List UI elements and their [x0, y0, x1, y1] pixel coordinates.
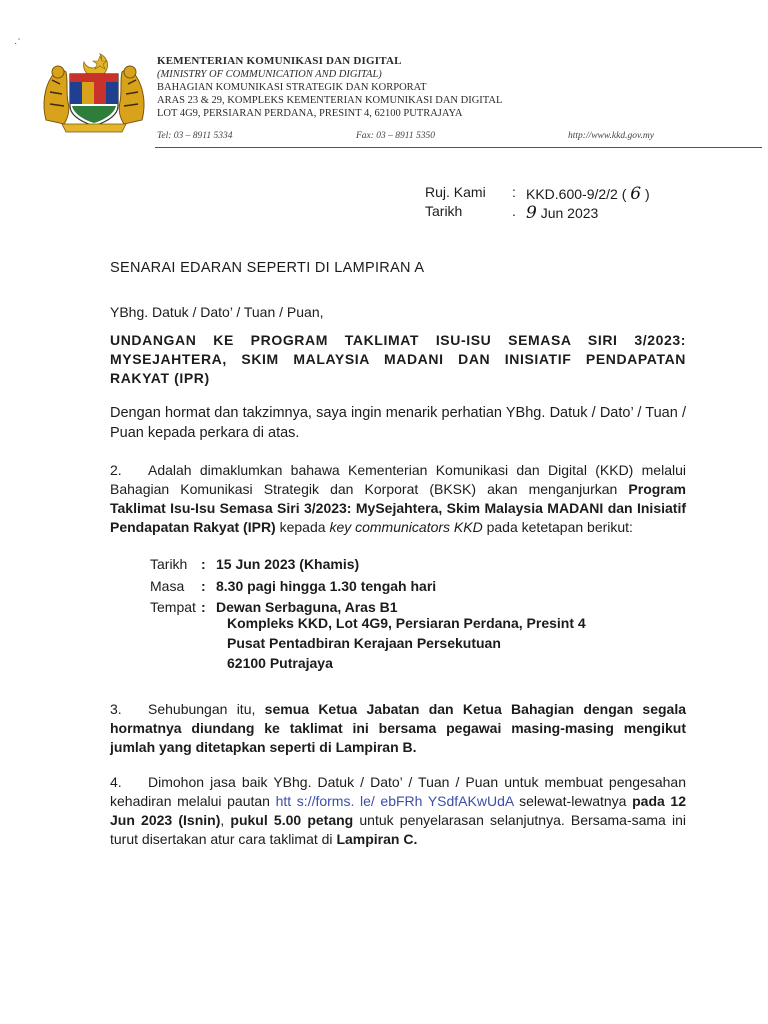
program-name: Program Taklimat Isu-Isu Semasa Siri 3/2023: MySejahtera, Skim Malaysia MADANI dan Inisiatif Pendapatan Rakyat (IPR): [110, 481, 686, 535]
ref-number-text: KKD.600-9/2/2 (: [526, 186, 627, 202]
rsvp-form-link[interactable]: htt s://forms. le/ ebFRh YSdfAKwUdA: [275, 793, 514, 809]
paragraph-text: Sehubungan itu,: [148, 701, 265, 717]
schedule-time-label: Masa: [150, 578, 185, 594]
schedule-colon: :: [201, 599, 206, 615]
ref-number: [526, 184, 650, 204]
address-line-1: ARAS 23 & 29, KOMPLEKS KEMENTERIAN KOMUNIKASI DAN DIGITAL: [157, 95, 503, 106]
letterhead-divider: [155, 147, 762, 148]
paragraph-number: 3.: [110, 701, 122, 717]
schedule-venue-label: Tempat: [150, 599, 196, 615]
paragraph-text: Adalah dimaklumkan bahawa Kementerian Komunikasi dan Digital (KKD) melalui Bahagian Komunikasi Strategik dan Korporat (BKSK) akan menganjurkan: [110, 462, 686, 497]
scan-mark: ·ˊ: [14, 38, 21, 49]
schedule-venue-line-3: Pusat Pentadbiran Kerajaan Persekutuan: [227, 635, 501, 651]
schedule-venue-line-2: Kompleks KKD, Lot 4G9, Persiaran Perdana, Presint 4: [227, 615, 586, 631]
salutation: YBhg. Datuk / Dato’ / Tuan / Puan,: [110, 304, 324, 320]
schedule-date-value: 15 Jun 2023 (Khamis): [216, 556, 360, 572]
paragraph-text: pada ketetapan berikut:: [482, 519, 633, 535]
paragraph-text: untuk penyelarasan selanjutnya. Bersama-sama ini turut disertakan atur cara taklimat di: [110, 812, 687, 847]
paragraph-text: selewat-lewatnya: [513, 793, 633, 809]
schedule-venue-line-1: Dewan Serbaguna, Aras B1: [216, 599, 398, 615]
schedule-date-label: Tarikh: [150, 556, 188, 572]
ref-colon: :: [512, 184, 516, 200]
deadline-date: pada 12 Jun 2023 (Isnin): [110, 793, 686, 828]
subject-heading: UNDANGAN KE PROGRAM TAKLIMAT ISU-ISU SEMASA SIRI 3/2023: MYSEJAHTERA, SKIM MALAYSIA MADANI DAN INISIATIF PENDAPATAN RAKYAT (IPR): [110, 332, 686, 386]
opening-paragraph: Dengan hormat dan takzimnya, saya ingin menarik perhatian YBhg. Datuk / Dato’ / Tuan / Puan kepada perkara di atas.: [110, 405, 686, 441]
schedule-venue-line-4: 62100 Putrajaya: [227, 655, 333, 671]
date-handwritten-day: 9: [526, 203, 537, 223]
audience-text: key communicators KKD: [329, 519, 483, 535]
appendix-reference: Lampiran C.: [336, 831, 418, 847]
date-label: Tarikh: [425, 203, 463, 219]
paragraph-2: [110, 461, 686, 537]
division-name: BAHAGIAN KOMUNIKASI STRATEGIK DAN KORPORAT: [157, 82, 427, 93]
paragraph-text: ,: [220, 812, 231, 828]
website-link[interactable]: http://www.kkd.gov.my: [568, 131, 654, 141]
schedule-colon: :: [201, 556, 206, 572]
paragraph-number: 4.: [110, 774, 122, 790]
address-line-2: LOT 4G9, PERSIARAN PERDANA, PRESINT 4, 62100 PUTRAJAYA: [157, 108, 463, 119]
recipient-line: SENARAI EDARAN SEPERTI DI LAMPIRAN A: [110, 260, 425, 276]
invitation-text: semua Ketua Jabatan dan Ketua Bahagian dengan segala hormatnya diundang ke taklimat ini bersama pegawai masing-masing mengikut jumlah yang ditetapkan seperti di Lampiran B.: [110, 701, 687, 755]
paragraph-3: [110, 700, 686, 757]
letter-date: [526, 203, 598, 223]
schedule-colon: :: [201, 578, 206, 594]
ref-label: Ruj. Kami: [425, 184, 486, 200]
date-colon: .: [512, 203, 516, 219]
malaysia-coat-of-arms-icon: [40, 50, 148, 136]
schedule-time-value: 8.30 pagi hingga 1.30 tengah hari: [216, 578, 437, 594]
paragraph-text: kepada: [275, 519, 330, 535]
ministry-name-en: (MINISTRY OF COMMUNICATION AND DIGITAL): [157, 69, 382, 80]
ministry-name: KEMENTERIAN KOMUNIKASI DAN DIGITAL: [157, 55, 402, 67]
telephone: Tel: 03 – 8911 5334: [157, 131, 233, 141]
ref-close-paren: ): [645, 186, 650, 202]
fax: Fax: 03 – 8911 5350: [356, 131, 435, 141]
paragraph-number: 2.: [110, 462, 122, 478]
ref-handwritten-number: 6: [630, 184, 642, 204]
paragraph-text: Dimohon jasa baik YBhg. Datuk / Dato’ / Tuan / Puan untuk membuat pengesahan kehadiran melalui pautan: [110, 774, 686, 809]
paragraph-4: [110, 773, 686, 849]
deadline-time: pukul 5.00 petang: [230, 812, 354, 828]
date-month-year: Jun 2023: [540, 205, 599, 221]
